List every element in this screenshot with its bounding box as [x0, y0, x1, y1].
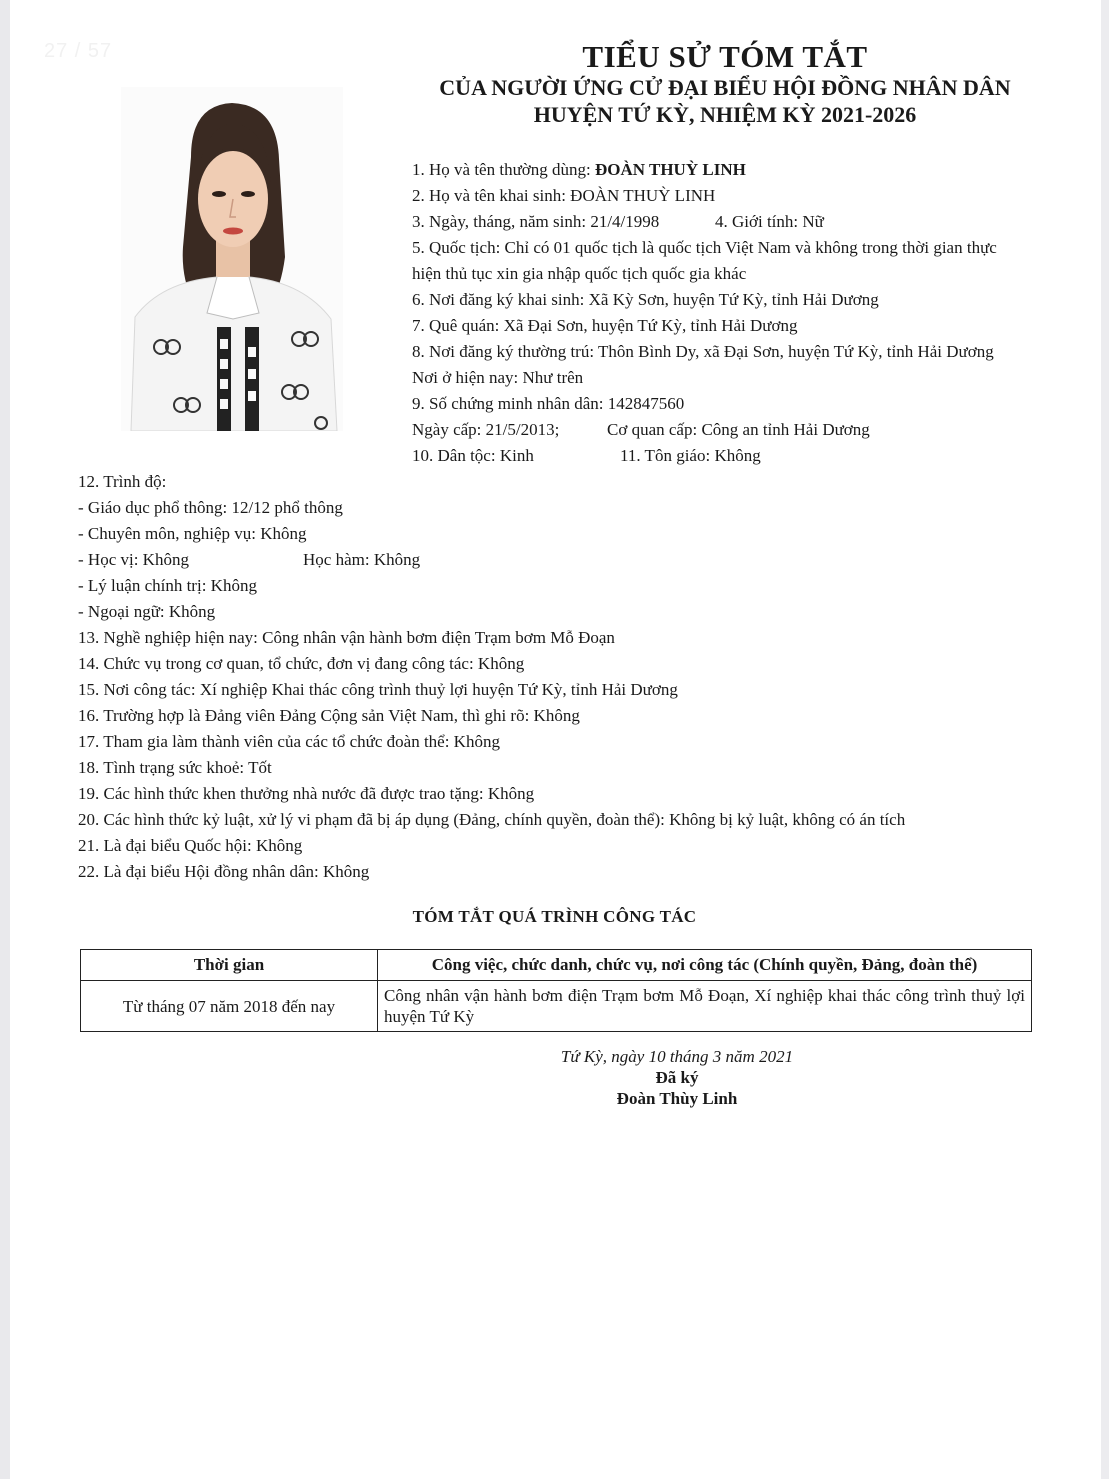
field-13: 13. Nghề nghiệp hiện nay: Công nhân vận hành bơm điện Trạm bơm Mỗ Đoạn	[78, 628, 615, 647]
field-12-degree: - Học vị: Không	[78, 550, 189, 569]
portrait-photo	[121, 87, 343, 431]
table-cell-time: Từ tháng 07 năm 2018 đến nay	[81, 981, 378, 1032]
work-history-table	[80, 949, 1032, 1032]
field-22: 22. Là đại biểu Hội đồng nhân dân: Không	[78, 862, 370, 881]
page-edge-right	[1101, 0, 1109, 1479]
document-title: TIỂU SỬ TÓM TẮT	[582, 39, 868, 74]
signature-place-date: Tứ Kỳ, ngày 10 tháng 3 năm 2021	[560, 1047, 794, 1066]
page-counter: 27 / 57	[44, 40, 113, 62]
signature-status: Đã ký	[655, 1068, 699, 1087]
field-15: 15. Nơi công tác: Xí nghiệp Khai thác công trình thuỷ lợi huyện Tứ Kỳ, tỉnh Hải Dương	[78, 680, 678, 699]
field-1	[412, 159, 746, 181]
field-12-political-theory: - Lý luận chính trị: Không	[78, 576, 257, 595]
field-9-issuer: Cơ quan cấp: Công an tỉnh Hải Dương	[607, 420, 870, 439]
table-row	[81, 981, 1032, 1032]
field-8-current: Nơi ở hiện nay: Như trên	[412, 368, 584, 387]
table-header-row	[81, 950, 1032, 981]
field-19: 19. Các hình thức khen thưởng nhà nước đã được trao tặng: Không	[78, 784, 535, 803]
field-7: 7. Quê quán: Xã Đại Sơn, huyện Tứ Kỳ, tỉnh Hải Dương	[412, 316, 798, 335]
field-1-label: 1. Họ và tên thường dùng:	[412, 160, 595, 179]
field-1-value: ĐOÀN THUỲ LINH	[595, 160, 746, 179]
field-12-foreign-language: - Ngoại ngữ: Không	[78, 602, 216, 621]
field-12-general-education: - Giáo dục phổ thông: 12/12 phổ thông	[78, 498, 343, 517]
field-6: 6. Nơi đăng ký khai sinh: Xã Kỳ Sơn, huyện Tứ Kỳ, tỉnh Hải Dương	[412, 290, 879, 309]
field-12: 12. Trình độ:	[78, 472, 167, 491]
field-2: 2. Họ và tên khai sinh: ĐOÀN THUỲ LINH	[412, 186, 716, 205]
work-history-title: TÓM TẮT QUÁ TRÌNH CÔNG TÁC	[412, 907, 697, 926]
portrait-photo-icon	[121, 87, 343, 431]
field-20: 20. Các hình thức kỷ luật, xử lý vi phạm đã bị áp dụng (Đảng, chính quyền, đoàn thể): Không bị kỷ luật, không có án tích	[78, 810, 906, 829]
field-21: 21. Là đại biểu Quốc hội: Không	[78, 836, 303, 855]
document-header	[380, 40, 1070, 128]
column-header-time: Thời gian	[81, 950, 378, 981]
field-12-academic-title: Học hàm: Không	[303, 550, 421, 569]
signature-name: Đoàn Thùy Linh	[616, 1089, 738, 1108]
field-11: 11. Tôn giáo: Không	[620, 446, 761, 465]
field-16: 16. Trường hợp là Đảng viên Đảng Cộng sản Việt Nam, thì ghi rõ: Không	[78, 706, 580, 725]
page-edge-left	[0, 0, 10, 1479]
field-5-continued: hiện thủ tục xin gia nhập quốc tịch quốc gia khác	[412, 264, 747, 283]
document-subtitle-1: CỦA NGƯỜI ỨNG CỬ ĐẠI BIỂU HỘI ĐỒNG NHÂN DÂN	[439, 75, 1011, 100]
field-12-specialty: - Chuyên môn, nghiệp vụ: Không	[78, 524, 307, 543]
column-header-description: Công việc, chức danh, chức vụ, nơi công tác (Chính quyền, Đảng, đoàn thể)	[378, 950, 1032, 981]
field-5: 5. Quốc tịch: Chỉ có 01 quốc tịch là quốc tịch Việt Nam và không trong thời gian thực	[412, 238, 997, 257]
field-18: 18. Tình trạng sức khoẻ: Tốt	[78, 758, 272, 777]
field-3: 3. Ngày, tháng, năm sinh: 21/4/1998	[412, 212, 660, 231]
field-10: 10. Dân tộc: Kinh	[412, 446, 534, 465]
field-8: 8. Nơi đăng ký thường trú: Thôn Bình Dy, xã Đại Sơn, huyện Tứ Kỳ, tỉnh Hải Dương	[412, 342, 994, 361]
field-14: 14. Chức vụ trong cơ quan, tổ chức, đơn vị đang công tác: Không	[78, 654, 525, 673]
field-9: 9. Số chứng minh nhân dân: 142847560	[412, 394, 685, 413]
field-17: 17. Tham gia làm thành viên của các tổ chức đoàn thể: Không	[78, 732, 500, 751]
table-cell-description: Công nhân vận hành bơm điện Trạm bơm Mỗ Đoạn, Xí nghiệp khai thác công trình thuỷ lợi huyện Tứ Kỳ	[378, 981, 1032, 1032]
document-subtitle-2: HUYỆN TỨ KỲ, NHIỆM KỲ 2021-2026	[533, 102, 917, 127]
field-4: 4. Giới tính: Nữ	[715, 212, 824, 231]
field-9-date: Ngày cấp: 21/5/2013;	[412, 420, 560, 439]
